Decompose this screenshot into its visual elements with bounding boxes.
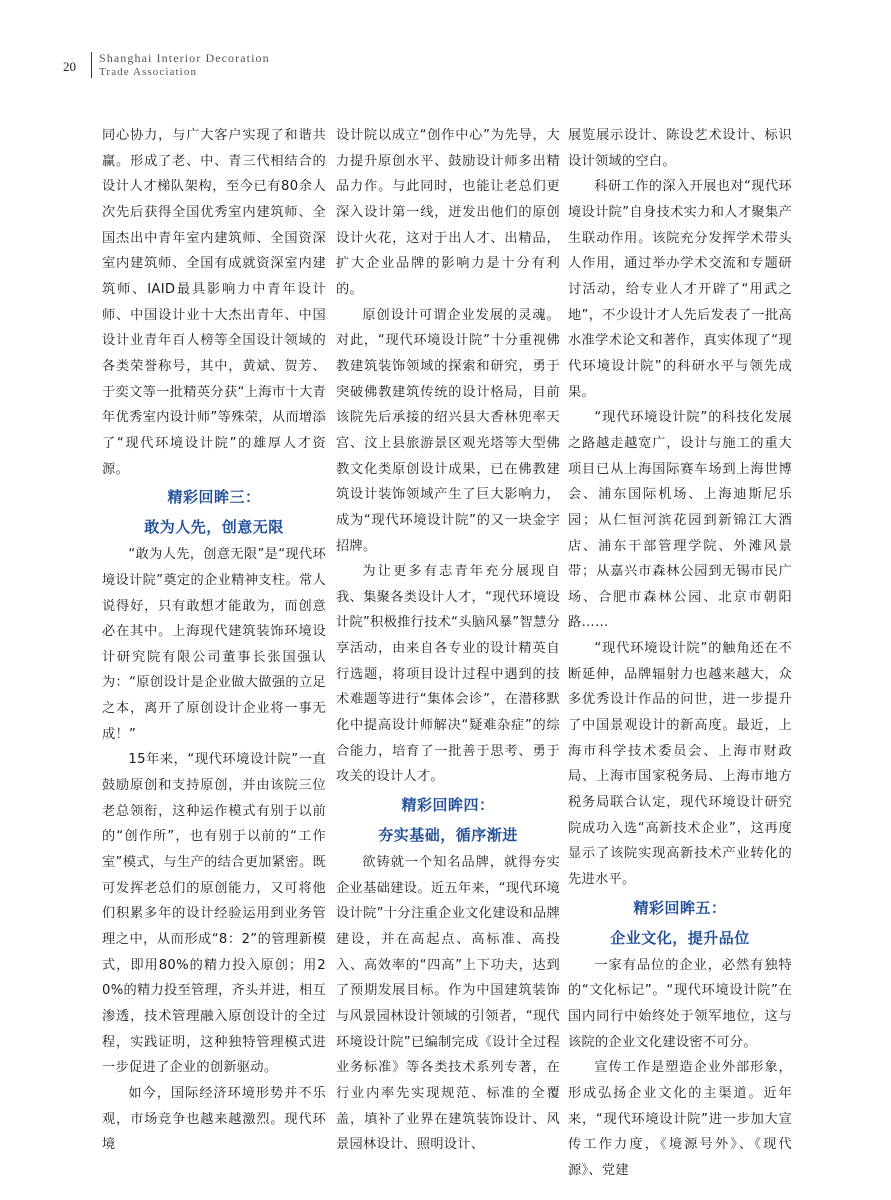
paragraph: “敢为人先，创意无限”是“现代环境设计院”奠定的企业精神支柱。常人说得好，只有敢想才能敢为，而创意必在其中。上海现代建筑装饰环境设计研究院有限公司董事长张国强认为：“原创设计是企业做大做强的立足之本，离开了原创设计企业将一事无成！” [102,547,326,742]
paragraph: “现代环境设计院”的触角还在不断延伸，品牌辐射力也越来越大，众多优秀设计作品的问世，进一步提升了中国景观设计的新高度。最近，上海市科学技术委员会、上海市财政局、上海市国家税务局、上海市地方税务局联合认定，现代环境设计研究院成功入选“高新技术企业”，这再度显示了该院实现高新技术产业转化的先进水平。 [568,641,792,888]
section-subtitle: 敢为人先，创意无限 [144,518,284,537]
paragraph: 欲铸就一个知名品牌，就得夯实企业基础建设。近五年来，“现代环境设计院”十分注重企业文化建设和品牌建设，并在高起点、高标准、高投入、高效率的“四高”上下功夫，达到了预期发展目标。作为中国建筑装饰与风景园林设计领域的引领者，“现代环境设计院”已编制完成《设计全过程业务标准》等各类技术系列专著，在行业内率先实现规范、标准的全覆盖，填补了业界在建筑装饰设计、风景园林设计、照明设计、 [336,855,560,1153]
paragraph: 设计院以成立“创作中心”为先导，大力提升原创水平、鼓励设计师多出精品力作。与此同时，也能让老总们更深入设计第一线，迸发出他们的原创设计火花，这对于出人才、出精品，扩大企业品牌的影响力是十分有利的。 [336,128,560,297]
paragraph: 宣传工作是塑造企业外部形象，形成弘扬企业文化的主渠道。近年来，“现代环境设计院”进一步加大宣传工作力度，《境源号外》、《现代源》、党建 [568,1060,792,1178]
section-title: 精彩回眸五： [633,898,727,917]
section-title: 精彩回眸三： [167,488,261,507]
paragraph: 原创设计可谓企业发展的灵魂。对此，“现代环境设计院”十分重视佛教建筑装饰领域的探索和研究，勇于突破佛教建筑传统的设计格局，目前该院先后承接的绍兴县大香林兜率天宫、汶上县旅游景区观光塔等大型佛教文化类原创设计成果，已在佛教建筑设计装饰领域产生了巨大影响力，成为“现代环境设计院”的又一块金字招牌。 [336,307,560,554]
paragraph: 展览展示设计、陈设艺术设计、标识设计领域的空白。 [568,128,792,169]
publication-subname: Trade Association [99,66,198,78]
page-number: 20 [63,59,76,74]
article-column-1 [102,123,326,1158]
paragraph: 一家有品位的企业，必然有独特的“文化标记”。“现代环境设计院”在国内同行中始终处于领军地位，这与该院的企业文化建设密不可分。 [568,957,792,1050]
paragraph: 为让更多有志青年充分展现自我、集聚各类设计人才，“现代环境设计院”积极推行技术“头脑风暴”智慧分享活动，由来自各专业的设计精英自行选题，将项目设计过程中遇到的技术难题等进行“集体会诊”，在潜移默化中提高设计师解决“疑难杂症”的综合能力，培育了一批善于思考、勇于攻关的设计人才。 [336,564,560,785]
article-column-2 [336,123,560,1158]
section-subtitle: 企业文化，提升品位 [610,928,750,947]
page-header [0,0,891,110]
paragraph: 同心协力，与广大客户实现了和谐共赢。形成了老、中、青三代相结合的设计人才梯队架构，至今已有80余人次先后获得全国优秀室内建筑师、全国杰出中青年室内建筑师、全国资深室内建筑师、全国有成就资深室内建筑师、IAID最具影响力中青年设计师、中国设计业十大杰出青年、中国设计业青年百人榜等全国设计领域的各类荣誉称号，其中，黄斌、贺芳、于奕文等一批精英分获“上海市十大青年优秀室内设计师”等殊荣，从而增添了“现代环境设计院”的雄厚人才资源。 [102,128,326,477]
paragraph: 15年来，“现代环境设计院”一直鼓励原创和支持原创，并由该院三位老总领衔，这种运作模式有别于以前的“创作所”，也有别于以前的“工作室”模式，与生产的结合更加紧密。既可发挥老总们的原创能力，又可将他们积累多年的设计经验运用到业务管理之中，从而形成“8：2”的管理新模式，即用80%的精力投入原创；用20%的精力投至管理，齐头并进，相互渗透，技术管理融入原创设计的全过程，实践证明，这种独特管理模式进一步促进了企业的创新驱动。 [102,752,326,1076]
publication-name: Shanghai Interior Decoration [99,51,270,65]
header-divider [91,52,92,78]
paragraph: 科研工作的深入开展也对“现代环境设计院”自身技术实力和人才聚集产生联动作用。该院充分发挥学术带头人作用，通过举办学术交流和专题研讨活动，给专业人才开辟了“用武之地”，不少设计才人先后发表了一批高水准学术论文和著作，真实体现了“现代环境设计院”的科研水平与领先成果。 [568,179,792,400]
section-subtitle: 夯实基础，循序渐进 [378,826,518,845]
paragraph: 如今，国际经济环境形势并不乐观，市场竞争也越来越激烈。现代环境 [102,1085,326,1153]
article-column-3 [568,123,792,1184]
section-title: 精彩回眸四： [401,796,495,815]
paragraph: “现代环境设计院”的科技化发展之路越走越宽广，设计与施工的重大项目已从上海国际赛车场到上海世博会、浦东国际机场、上海迪斯尼乐园；从仁恒河滨花园到新锦江大酒店、浦东干部管理学院、外滩风景带；从嘉兴市森林公园到无锡市民广场、合肥市森林公园、北京市朝阳路…… [568,410,792,631]
